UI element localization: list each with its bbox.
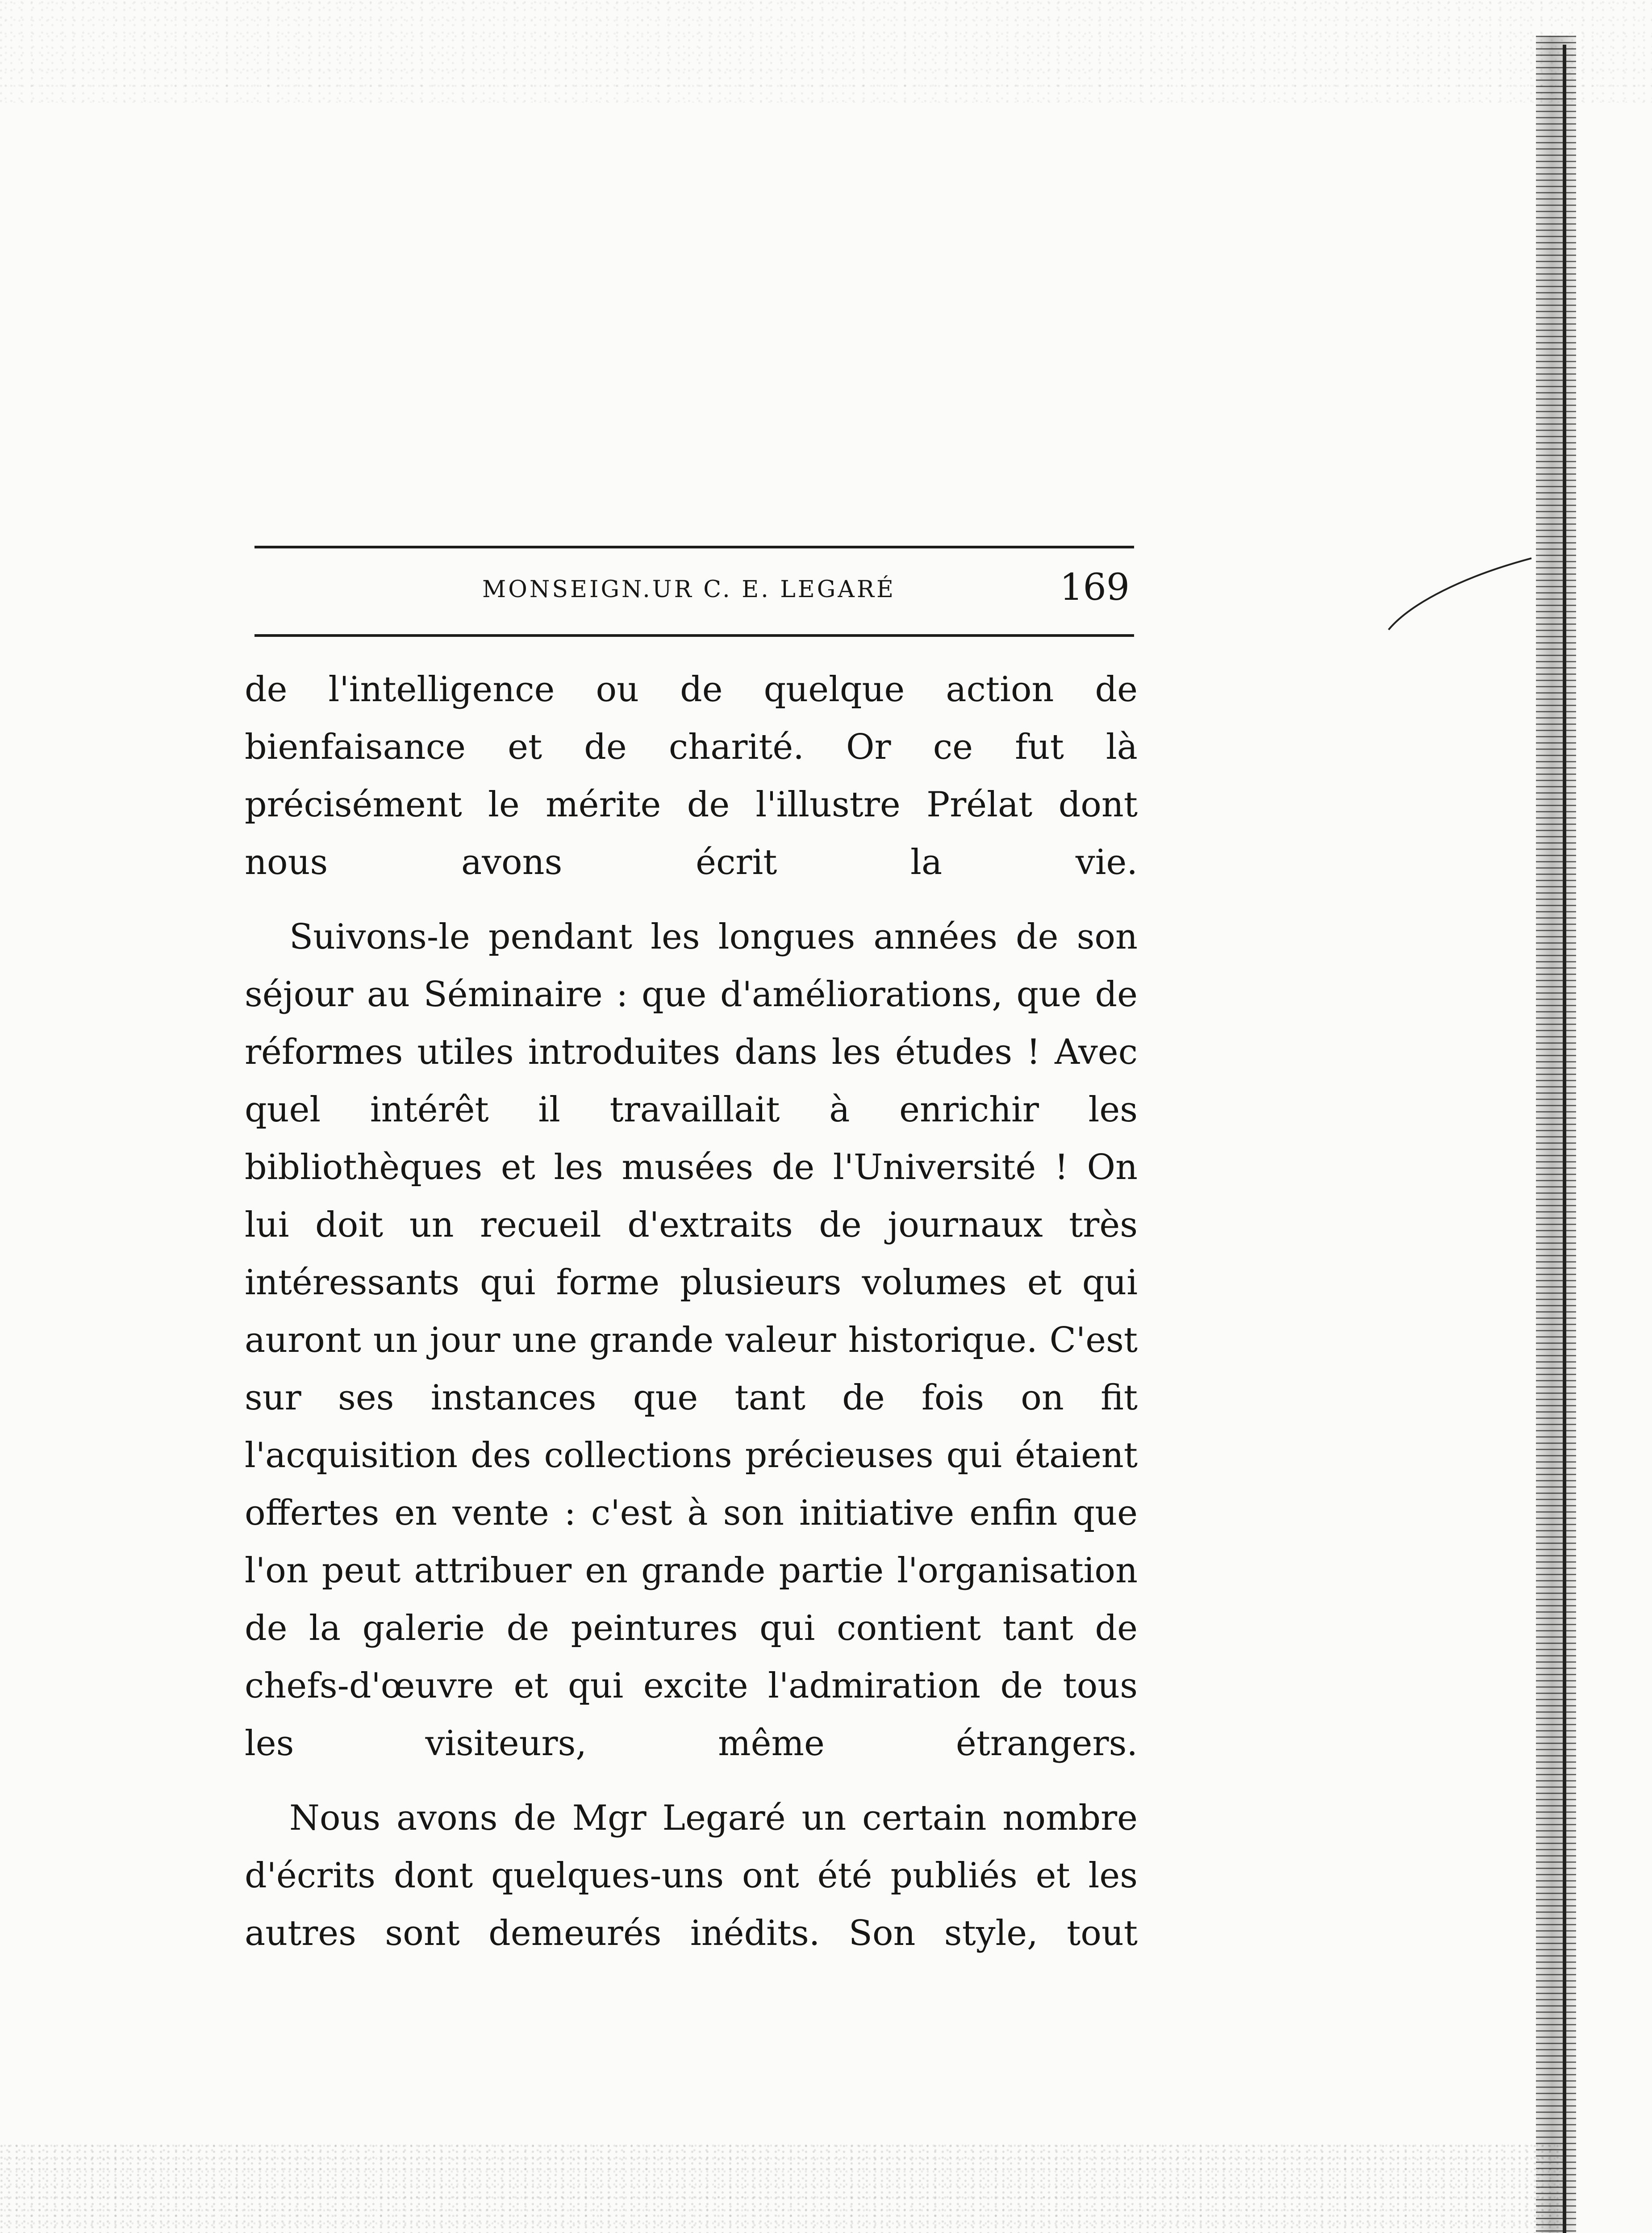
pencil-mark xyxy=(1384,554,1536,643)
binding-rule xyxy=(1563,45,1566,2233)
paragraph-1: de l'intelligence ou de quelque action de bienfaisance et de charité. Or ce fut là précisément le mérite de l'illustre Prélat dont nous avons écrit la vie. xyxy=(245,669,1138,882)
header-rule-top xyxy=(254,546,1134,548)
header-rule-bottom xyxy=(254,634,1134,637)
body-text xyxy=(245,661,1138,1979)
scan-speckle-bottom xyxy=(0,2144,1563,2233)
scan-speckle-top xyxy=(0,0,1652,103)
binding-edge xyxy=(1536,36,1576,2233)
running-head xyxy=(254,566,1134,615)
running-title: MONSEIGN.UR C. E. LEGARÉ xyxy=(482,576,896,603)
paragraph-3: Nous avons de Mgr Legaré un certain nombre d'écrits dont quelques-uns ont été publiés et les autres sont demeurés inédits. Son style, tout xyxy=(245,1798,1138,1953)
page-number: 169 xyxy=(1060,566,1130,609)
paragraph-2: Suivons-le pendant les longues années de son séjour au Séminaire : que d'améliorations, que de réformes utiles introduites dans les études ! Avec quel intérêt il travaillait à enrichir les bibliothèques et les musées de l'Université ! On lui doit un recueil d'extraits de journaux très intéressants qui forme plusieurs volumes et qui auront un jour une grande valeur historique. C'est sur ses instances que tant de fois on fit l'acquisition des collections précieuses qui étaient offertes en vente : c'est à son initiative enfin que l'on peut attribuer en grande partie l'organisation de la galerie de peintures qui contient tant de chefs-d'œuvre et qui excite l'admiration de tous les visiteurs, même étrangers. xyxy=(245,917,1138,1764)
